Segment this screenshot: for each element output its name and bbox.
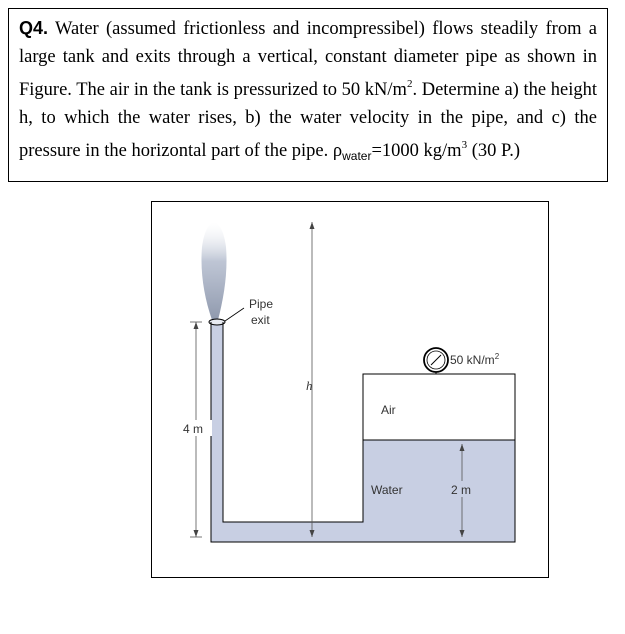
water-label: Water: [371, 483, 403, 497]
question-points: (30 P.): [467, 141, 520, 161]
pipe-exit-leader: [225, 308, 244, 321]
pipe-exit-label-2: exit: [251, 313, 270, 327]
question-number: Q4.: [19, 18, 49, 38]
dim-4m-arrow-bottom: [194, 530, 199, 537]
question-tasks: . Determine a) the height h, to which the water rises, b) the water velocity in the pipe, and c) the pressure in the horizontal part of the pipe.: [19, 80, 597, 161]
label-4m: 4 m: [183, 422, 204, 436]
label-2m: 2 m: [451, 483, 472, 497]
water-jet: [201, 222, 226, 320]
air-label: Air: [381, 403, 396, 417]
unit-superscript: 2: [406, 78, 413, 90]
question-box: [8, 8, 608, 182]
rho-symbol: ρ: [332, 141, 343, 161]
dim-4m-arrow-top: [194, 322, 199, 329]
tank-figure: [151, 201, 549, 578]
rho-value: =1000 kg/m: [371, 141, 462, 161]
pressure-label: 50 $kN/m^2$: [450, 352, 500, 367]
question-text: Water (assumed frictionless and incompressibel) flows steadily from a large tank and exits through a vertical, constant diameter pipe as shown in Figure. The air in the tank is pressurized to 50 kN/m: [19, 19, 597, 100]
h-label: h: [306, 378, 313, 393]
tank-diagram: [152, 202, 550, 579]
density-superscript: 3: [461, 139, 468, 151]
rho-subscript: water: [342, 149, 372, 163]
pipe-exit-label-1: Pipe: [249, 297, 274, 311]
dim-h-arrow-top: [310, 222, 315, 229]
